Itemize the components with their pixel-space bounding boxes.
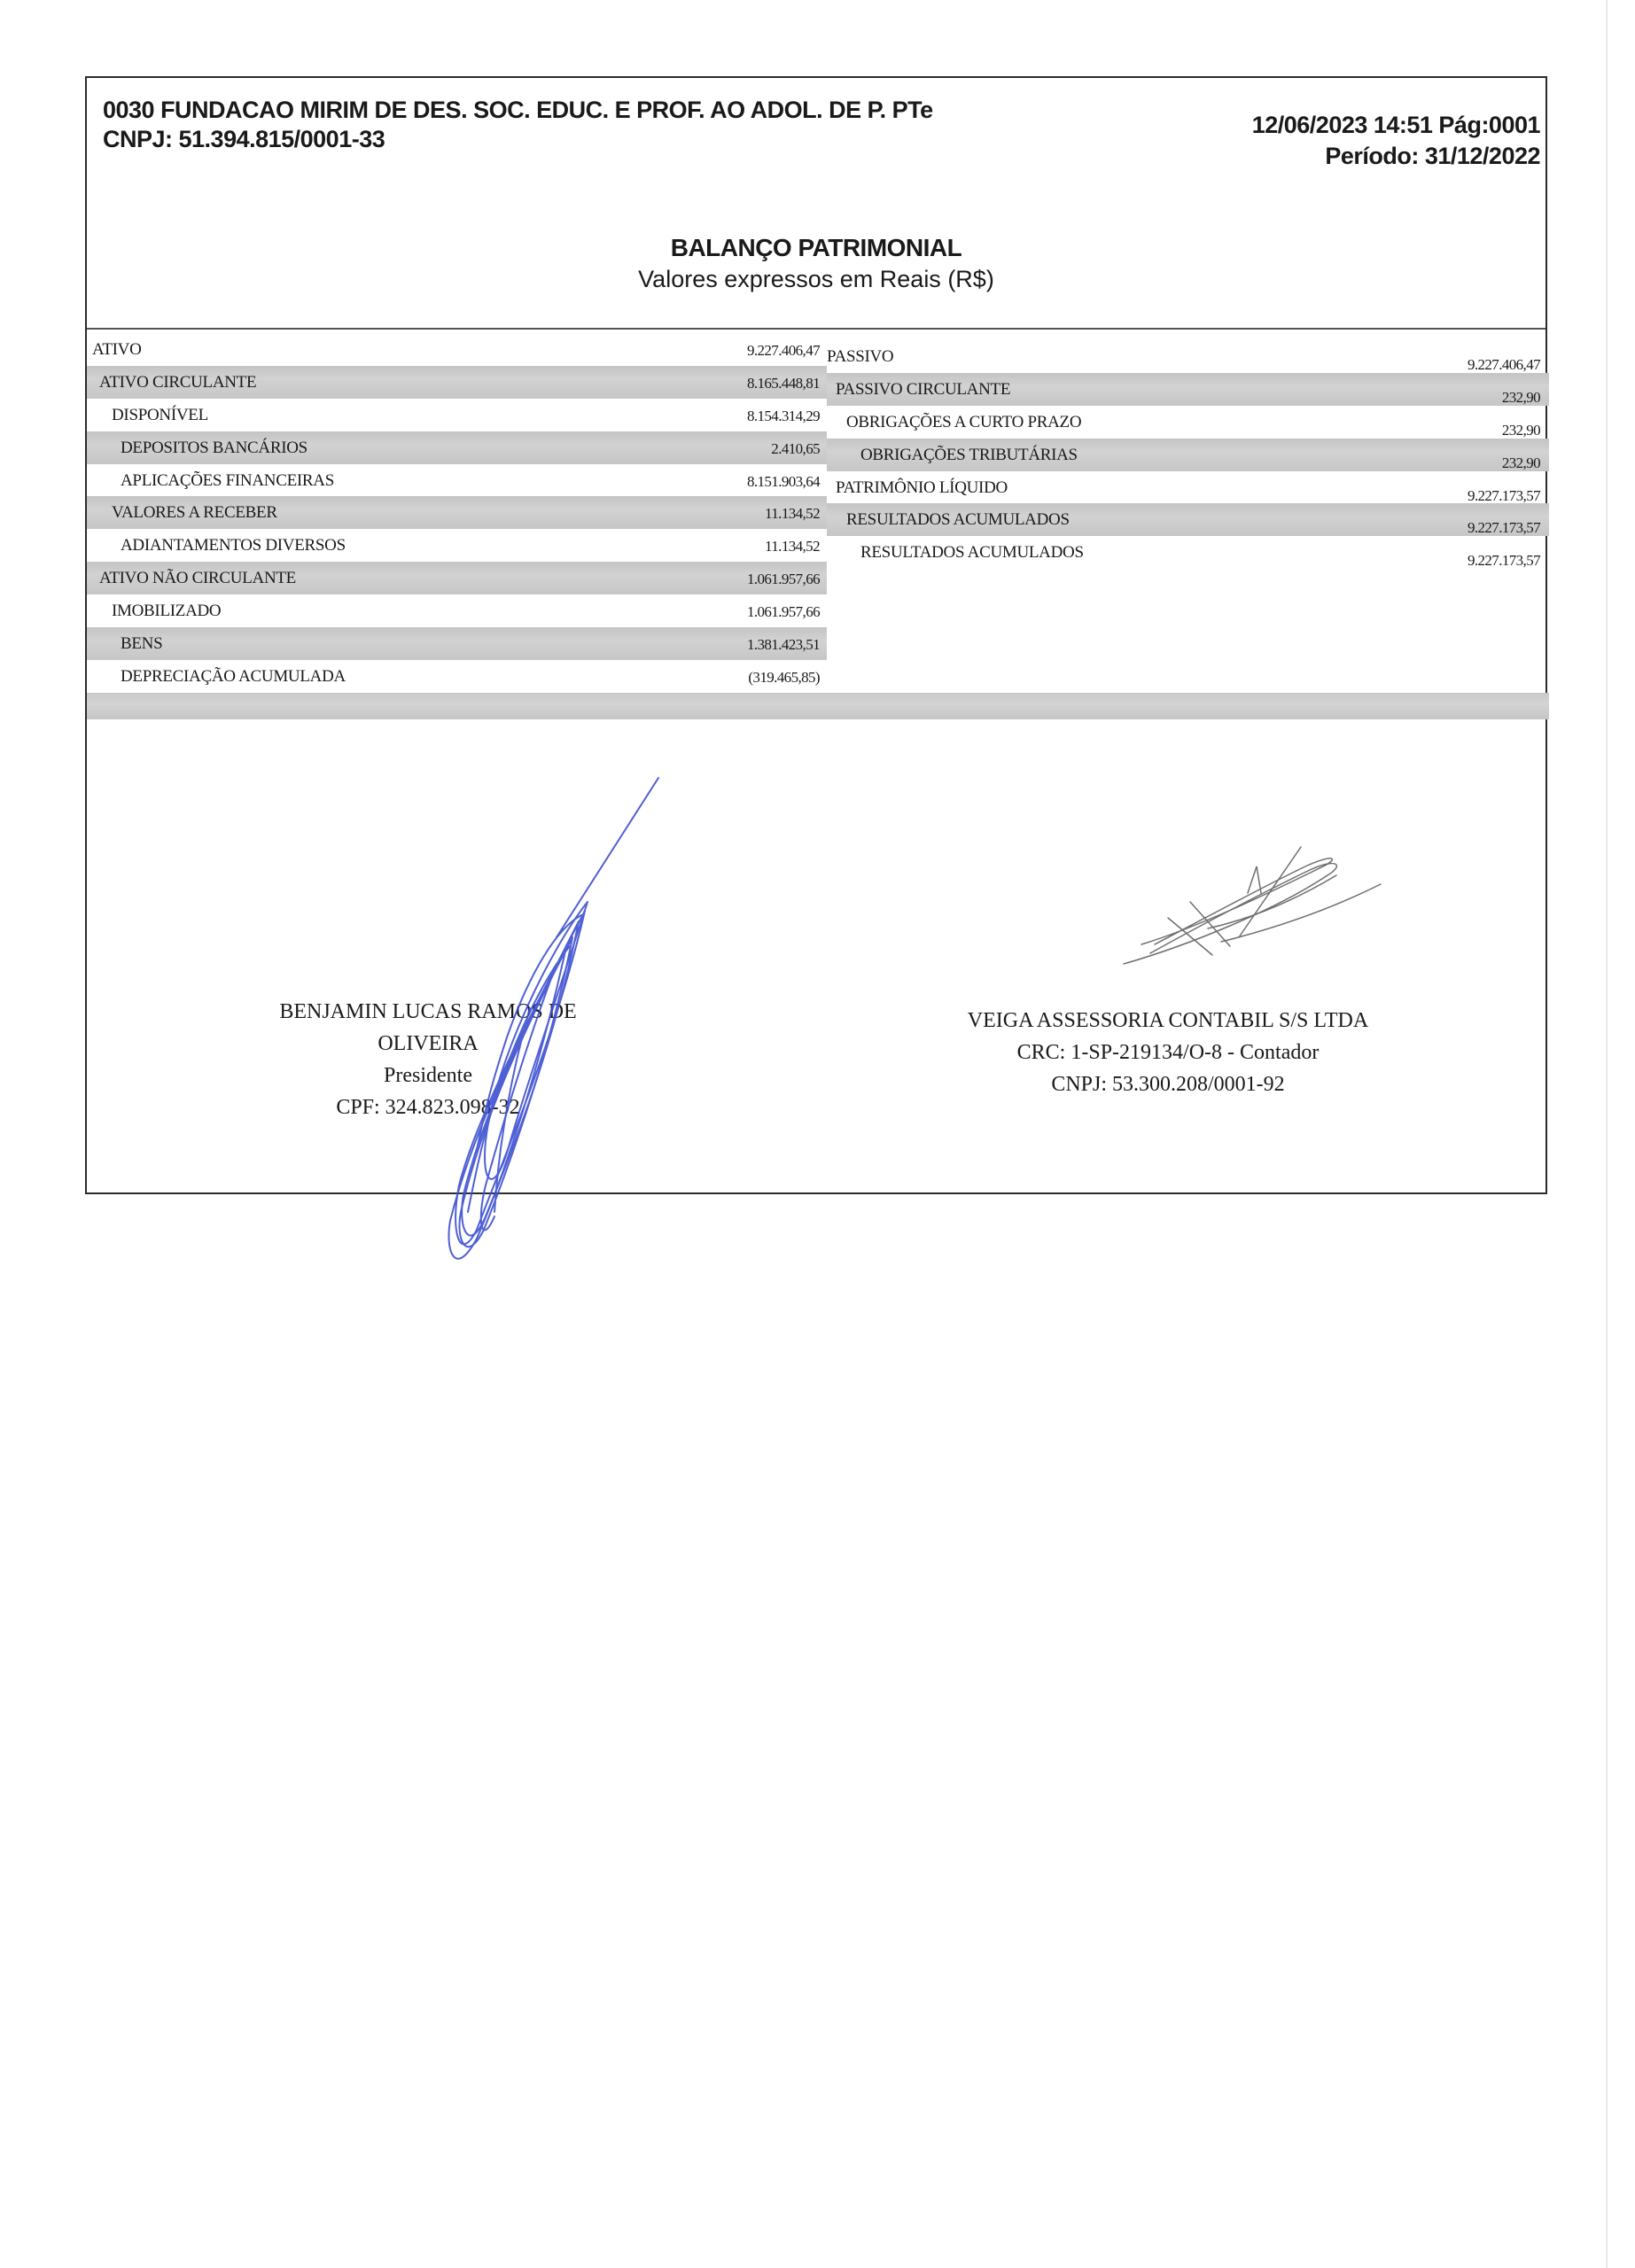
passivo-label: OBRIGAÇÕES A CURTO PRAZO: [846, 412, 1082, 431]
ativo-row: [87, 562, 827, 594]
ativo-row: [87, 399, 827, 431]
passivo-value: 232,90: [1501, 454, 1540, 471]
ativo-value: (319.465,85): [748, 668, 820, 686]
ativo-row: [87, 431, 827, 464]
signatory-right-name: VEIGA ASSESSORIA CONTABIL S/S LTDA: [967, 1009, 1369, 1032]
company-name: 0030 FUNDACAO MIRIM DE DES. SOC. EDUC. E PROF. AO ADOL. DE P. PTe: [103, 97, 933, 123]
ativo-value: 8.151.903,64: [746, 472, 820, 490]
header-left: [103, 96, 933, 154]
ativo-value: 8.165.448,81: [746, 374, 820, 392]
ativo-value: 11.134,52: [765, 538, 820, 555]
passivo-row: [827, 373, 1549, 406]
passivo-column: [827, 340, 1549, 569]
signatory-right-cnpj: CNPJ: 53.300.208/0001-92: [1051, 1073, 1285, 1096]
table-bottom-band: [87, 693, 1549, 719]
document-frame: [85, 76, 1547, 1194]
signatory-left-cpf: CPF: 324.823.098-32: [336, 1096, 520, 1119]
passivo-row: [827, 439, 1549, 471]
ativo-label: ATIVO: [92, 340, 142, 359]
ativo-value: 2.410,65: [771, 439, 820, 457]
ativo-row: [87, 366, 827, 399]
passivo-value: 9.227.406,47: [1467, 356, 1540, 373]
signatory-right: [938, 1005, 1398, 1100]
ativo-value: 1.061.957,66: [746, 603, 820, 621]
ativo-label: ATIVO CIRCULANTE: [99, 372, 257, 392]
passivo-label: PATRIMÔNIO LÍQUIDO: [836, 478, 1008, 497]
report-subtitle: Valores expressos em Reais (R$): [638, 266, 994, 292]
ativo-value: 11.134,52: [765, 505, 820, 523]
ativo-label: BENS: [121, 634, 163, 654]
passivo-row: [827, 536, 1549, 569]
passivo-value: 232,90: [1501, 421, 1540, 439]
ativo-label: DEPOSITOS BANCÁRIOS: [121, 438, 308, 457]
passivo-value: 9.227.173,57: [1467, 486, 1540, 504]
passivo-row: [827, 503, 1549, 536]
president-signature: [353, 769, 672, 1283]
signatory-left-name: BENJAMIN LUCAS RAMOS DE OLIVEIRA: [279, 1000, 577, 1055]
ativo-row: [87, 660, 827, 693]
passivo-label: PASSIVO: [827, 347, 894, 366]
ativo-row: [87, 333, 827, 366]
signatory-left-role: Presidente: [384, 1064, 472, 1087]
ativo-label: DISPONÍVEL: [112, 405, 208, 424]
ativo-row: [87, 627, 827, 660]
ativo-label: ADIANTAMENTOS DIVERSOS: [121, 536, 346, 555]
ativo-column: [87, 333, 827, 693]
scan-edge-line: [1606, 0, 1608, 2268]
report-title-block: [87, 232, 1545, 294]
passivo-row: [827, 471, 1549, 504]
passivo-row: [827, 340, 1549, 373]
ativo-value: 9.227.406,47: [746, 342, 820, 359]
passivo-value: 232,90: [1501, 388, 1540, 406]
ativo-row: [87, 529, 827, 562]
company-cnpj: CNPJ: 51.394.815/0001-33: [103, 126, 385, 152]
ativo-value: 1.061.957,66: [746, 571, 820, 588]
signatory-right-crc: CRC: 1-SP-219134/O-8 - Contador: [1016, 1041, 1320, 1064]
ativo-label: DEPRECIAÇÃO ACUMULADA: [121, 666, 346, 686]
passivo-label: PASSIVO CIRCULANTE: [836, 379, 1011, 399]
passivo-row: [827, 406, 1549, 439]
passivo-value: 9.227.173,57: [1467, 519, 1540, 537]
passivo-label: RESULTADOS ACUMULADOS: [846, 510, 1070, 530]
table-top-rule: [87, 328, 1545, 330]
accountant-signature: [1115, 840, 1416, 973]
ativo-label: ATIVO NÃO CIRCULANTE: [99, 569, 296, 588]
ativo-label: IMOBILIZADO: [112, 602, 222, 621]
ativo-label: APLICAÇÕES FINANCEIRAS: [121, 470, 334, 490]
passivo-label: OBRIGAÇÕES TRIBUTÁRIAS: [860, 445, 1078, 464]
ativo-row: [87, 496, 827, 529]
report-title: BALANÇO PATRIMONIAL: [670, 234, 962, 261]
ativo-row: [87, 594, 827, 627]
ativo-row: [87, 464, 827, 497]
header-right: [1252, 110, 1540, 172]
ativo-label: VALORES A RECEBER: [112, 503, 277, 523]
print-datetime-page: 12/06/2023 14:51 Pág:0001: [1251, 112, 1540, 138]
report-period: Período: 31/12/2022: [1325, 143, 1540, 169]
ativo-value: 8.154.314,29: [746, 407, 820, 424]
ativo-value: 1.381.423,51: [746, 636, 820, 654]
passivo-label: RESULTADOS ACUMULADOS: [860, 543, 1084, 563]
passivo-value: 9.227.173,57: [1467, 552, 1540, 570]
